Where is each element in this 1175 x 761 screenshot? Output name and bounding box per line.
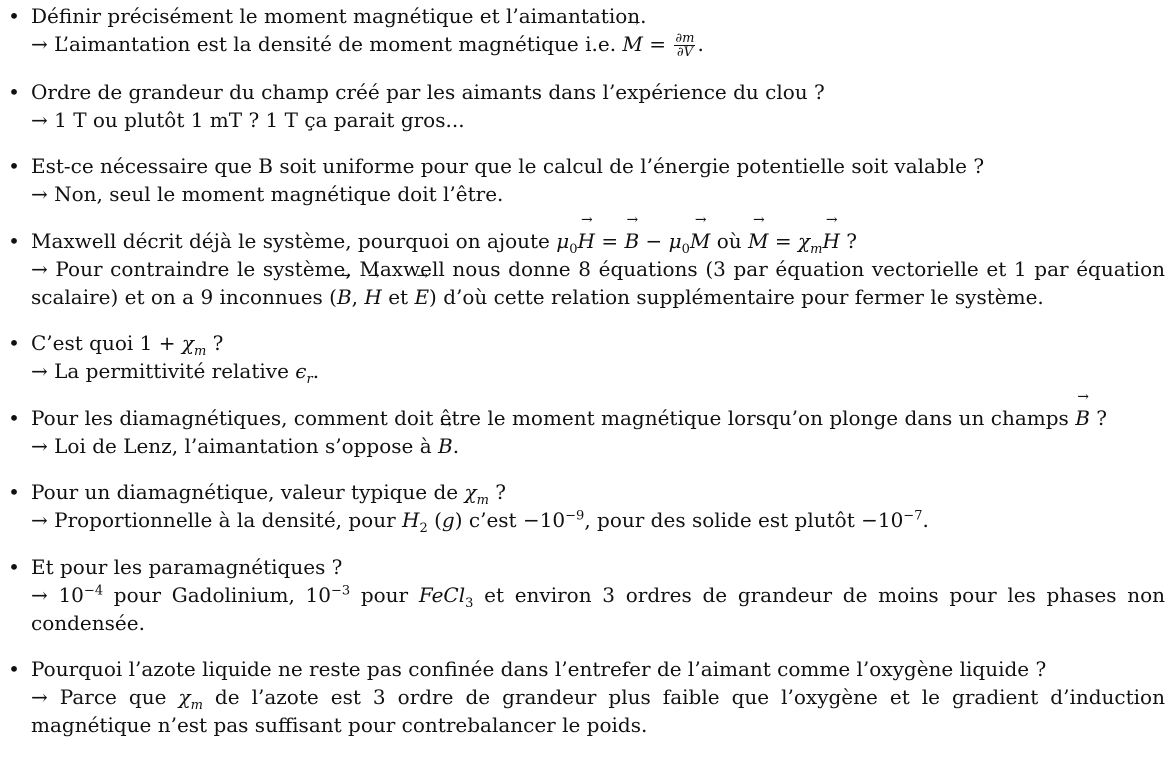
qa-item	[4, 329, 1165, 385]
answer: → Loi de Lenz, l’aimantation s’oppose à → B.	[31, 432, 1165, 460]
question: Et pour les paramagnétiques ?	[31, 554, 343, 579]
bullet-icon: •	[8, 480, 20, 504]
question: Est-ce nécessaire que B soit uniforme pour que le calcul de l’énergie potentielle soit valable ?	[31, 154, 985, 178]
qa-item	[4, 478, 1165, 534]
answer: → La permittivité relative $\epsilon_r$.	[31, 359, 320, 387]
bullet-icon: •	[8, 228, 20, 253]
question: C’est quoi $1 + \chi_m$ ?	[31, 331, 224, 359]
bullet-icon: •	[8, 79, 20, 104]
qa-item	[4, 2, 1165, 59]
question: Ordre de grandeur du champ créé par les aimants dans l’expérience du clou ?	[31, 79, 825, 104]
qa-item	[4, 152, 1165, 208]
answer: → $10^{-4}$ pour Gadolinium, $10^{-3}$ pour FeCl$_3$ et environ 3 ordres de grandeur de moins pour les phases non condensée.	[31, 582, 1165, 635]
question: Pour un diamagnétique, valeur typique de $\chi_m$ ?	[31, 480, 507, 508]
bullet-icon: •	[8, 4, 20, 28]
answer: → Parce que $\chi_m$ de l’azote est 3 ordre de grandeur plus faible que l’oxygène et le gradient d’induction magnétique n’est pas suffisant pour contrebalancer le poids.	[31, 685, 1165, 737]
qa-item	[4, 78, 1165, 134]
fraction: $\frac{\partial m}{\partial V}$	[675, 31, 695, 60]
answer: → Pour contraindre le système, Maxwell nous donne 8 équations (3 par équation vectorielle et 1 par équation scalaire) et on a 9 inconnues (→ B, → H et → E) d’où cette relation supplémentaire pour fermer le système.	[31, 255, 1165, 311]
bullet-icon: •	[8, 331, 20, 355]
question: Pour les diamagnétiques, comment doit être le moment magnétique lorsqu’on plonge dans un champs → B ?	[31, 404, 1165, 432]
qa-item	[4, 655, 1165, 739]
answer: → Proportionnelle à la densité, pour $H_2$ (g) c’est $-10^{-9}$, pour des solide est plutôt $-10^{-7}$.	[31, 508, 929, 536]
answer: → Non, seul le moment magnétique doit l’être.	[31, 182, 504, 206]
qa-item	[4, 404, 1165, 460]
bullet-icon: •	[8, 405, 20, 430]
question: Définir précisément le moment magnétique et l’aimantation.	[31, 4, 647, 28]
answer: → 1 T ou plutôt 1 mT ? 1 T ça parait gros...	[31, 107, 465, 132]
bullet-icon: •	[8, 554, 20, 579]
qa-item	[4, 227, 1165, 311]
qa-item	[4, 553, 1165, 637]
question: Pourquoi l’azote liquide ne reste pas confinée dans l’entrefer de l’aimant comme l’oxygène liquide ?	[31, 657, 1047, 681]
bullet-icon: •	[8, 657, 20, 681]
answer: → L’aimantation est la densité de moment magnétique i.e. → M = $\frac{\partial m}{\partial V}$ .	[31, 30, 1165, 59]
question: Maxwell décrit déjà le système, pourquoi on ajoute $\mu_0\to H$ = → $B - \mu_0\to M$ où → $M = \chi_m\to H$ ?	[31, 227, 1165, 255]
bullet-icon: •	[8, 154, 20, 178]
